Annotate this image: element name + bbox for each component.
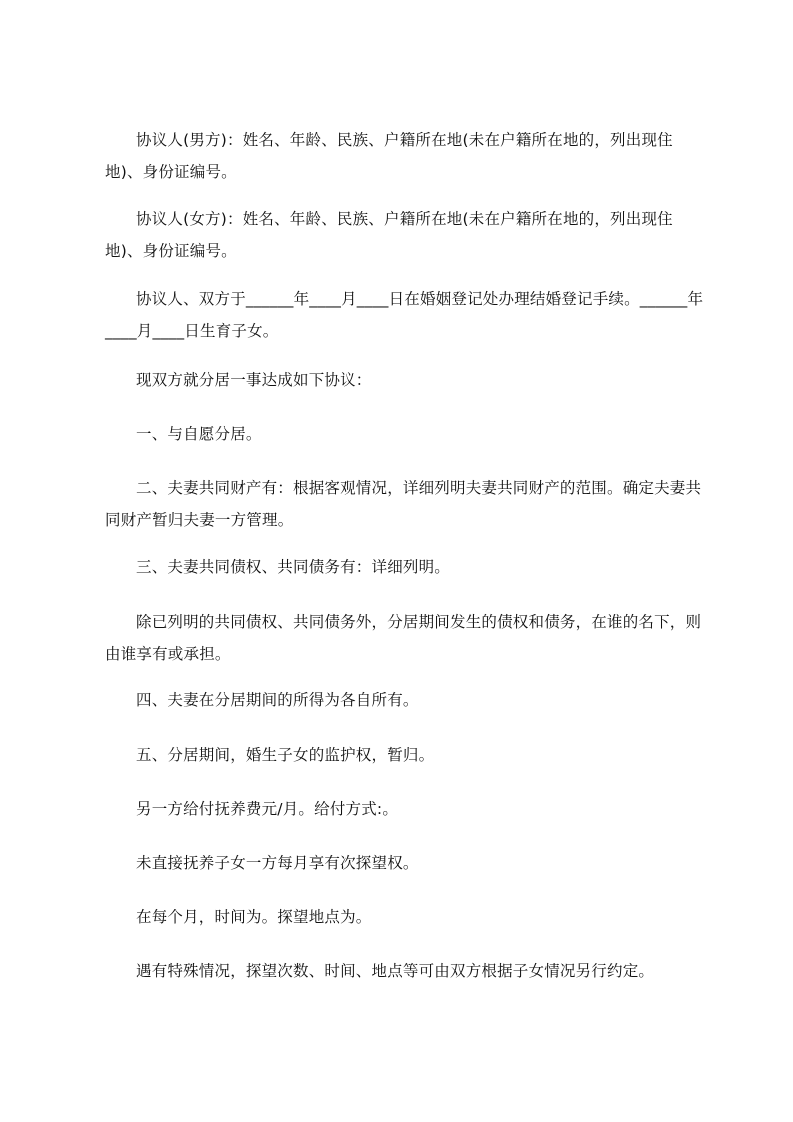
paragraph-visitation-right: 未直接抚养子女一方每月享有次探望权。 xyxy=(136,854,419,872)
paragraph-clause-3-detail: 除已列明的共同债权、共同债务外，分居期间发生的债权和债务，在谁的名下，则由谁享有或承担。 xyxy=(105,613,702,663)
paragraph-support-payment: 另一方给付抚养费元/月。给付方式:。 xyxy=(136,800,399,818)
paragraph-agreement-intro: 现双方就分居一事达成如下协议： xyxy=(136,371,372,389)
paragraph-party-male: 协议人(男方)：姓名、年龄、民族、户籍所在地(未在户籍所在地的，列出现住地)、身份证编号。 xyxy=(105,131,673,181)
paragraph-clause-5: 五、分居期间，婚生子女的监护权，暂归。 xyxy=(136,746,435,764)
paragraph-clause-1: 一、与自愿分居。 xyxy=(136,425,262,443)
paragraph-clause-4: 四、夫妻在分居期间的所得为各自所有。 xyxy=(136,691,419,709)
paragraph-special-circumstances: 遇有特殊情况，探望次数、时间、地点等可由双方根据子女情况另行约定。 xyxy=(136,962,655,980)
paragraph-clause-2: 二、夫妻共同财产有：根据客观情况，详细列明夫妻共同财产的范围。确定夫妻共同财产暂归夫妻一方管理。 xyxy=(105,479,702,529)
paragraph-party-female: 协议人(女方)：姓名、年龄、民族、户籍所在地(未在户籍所在地的，列出现住地)、身份证编号。 xyxy=(105,210,673,260)
paragraph-visitation-schedule: 在每个月，时间为。探望地点为。 xyxy=(136,908,372,926)
paragraph-marriage-registration: 协议人、双方于______年____月____日在婚姻登记处办理结婚登记手续。______年____月____日生育子女。 xyxy=(105,290,704,340)
paragraph-clause-3: 三、夫妻共同债权、共同债务有：详细列明。 xyxy=(136,558,451,576)
